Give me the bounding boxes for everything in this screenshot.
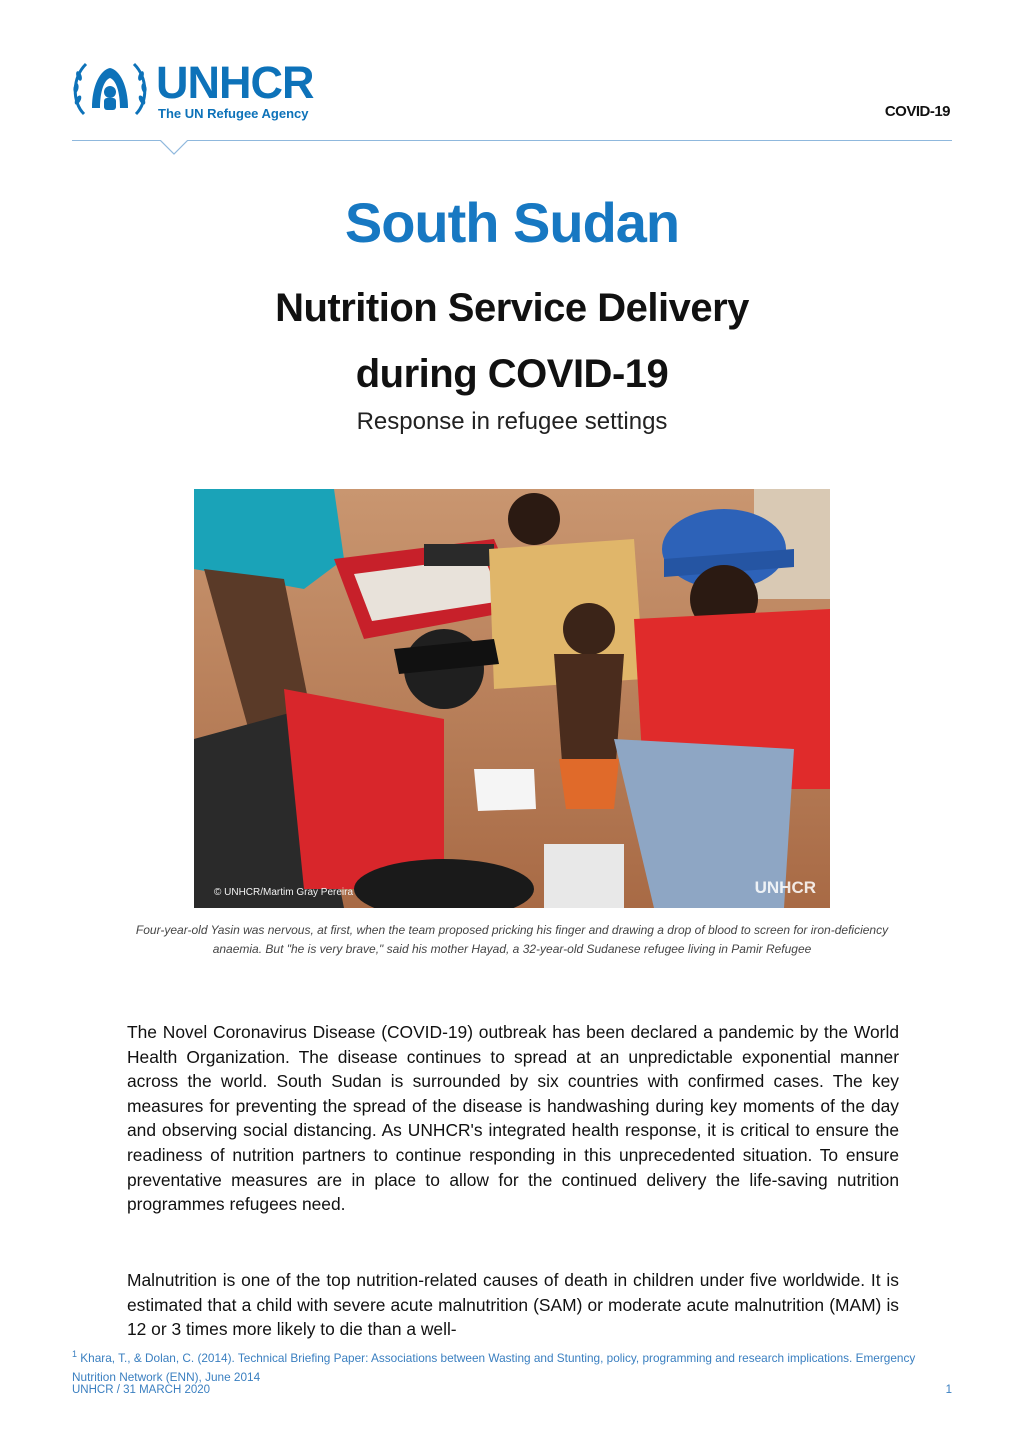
body-paragraph-1: The Novel Coronavirus Disease (COVID-19) outbreak has been declared a pandemic by the World Health Organization. The disease continues to spread at an unpredictable exponential manner across the world. South Sudan is surrounded by six countries with confirmed cases. The key measures for preventing the spread of the disease is handwashing during key moments of the day and observing social distancing. As UNHCR's integrated health response, it is critical to ensure the readiness of nutrition partners to continue responding in this unprecedented situation. To ensure preventative measures are in place to allow for the continued delivery the life-saving nutrition programmes refugees need.: [127, 1022, 899, 1215]
cover-photo: [194, 489, 830, 908]
page-title: South Sudan: [344, 191, 680, 254]
footnote: [72, 1345, 952, 1387]
photo-caption: Four-year-old Yasin was nervous, at first, when the team proposed pricking his finger and drawing a drop of blood to screen for iron-deficiency anaemia. But "he is very brave," said his mother Hayad, a 32-year-old Sudanese refugee living in Pamir Refugee: [135, 923, 889, 956]
subtitle-line-2: during COVID-19: [355, 352, 669, 396]
page-number: 1: [945, 1384, 952, 1396]
unhcr-logo: [70, 56, 350, 126]
footnote-text: Khara, T., & Dolan, C. (2014). Technical Briefing Paper: Associations between Wasting and Stunting, policy, programming and research implications. Emergency Nutrition Network (ENN), June 2014: [72, 1350, 916, 1384]
logo-name: UNHCR: [156, 57, 314, 108]
header-tag: COVID-19: [884, 103, 950, 120]
page-tagline: Response in refugee settings: [356, 408, 668, 435]
header-divider: [72, 140, 952, 141]
page-subtitle: [0, 275, 1024, 407]
logo-tagline: The UN Refugee Agency: [158, 106, 309, 121]
subtitle-line-1: Nutrition Service Delivery: [275, 286, 749, 330]
laurel-hands-icon: [70, 56, 150, 122]
photo-illustration: [194, 489, 830, 908]
photo-watermark: UNHCR: [754, 878, 816, 897]
footer-date: UNHCR / 31 MARCH 2020: [72, 1384, 211, 1396]
photo-credit: © UNHCR/Martim Gray Pereira: [214, 887, 354, 898]
footnote-number: 1: [72, 1349, 78, 1359]
divider-notch-icon: [160, 140, 190, 158]
body-paragraph-2: Malnutrition is one of the top nutrition-related causes of death in children under five worldwide. It is estimated that a child with severe acute malnutrition (SAM) or moderate acute malnutrition (MAM) is 12 or 3 times more likely to die than a well-: [127, 1270, 899, 1340]
